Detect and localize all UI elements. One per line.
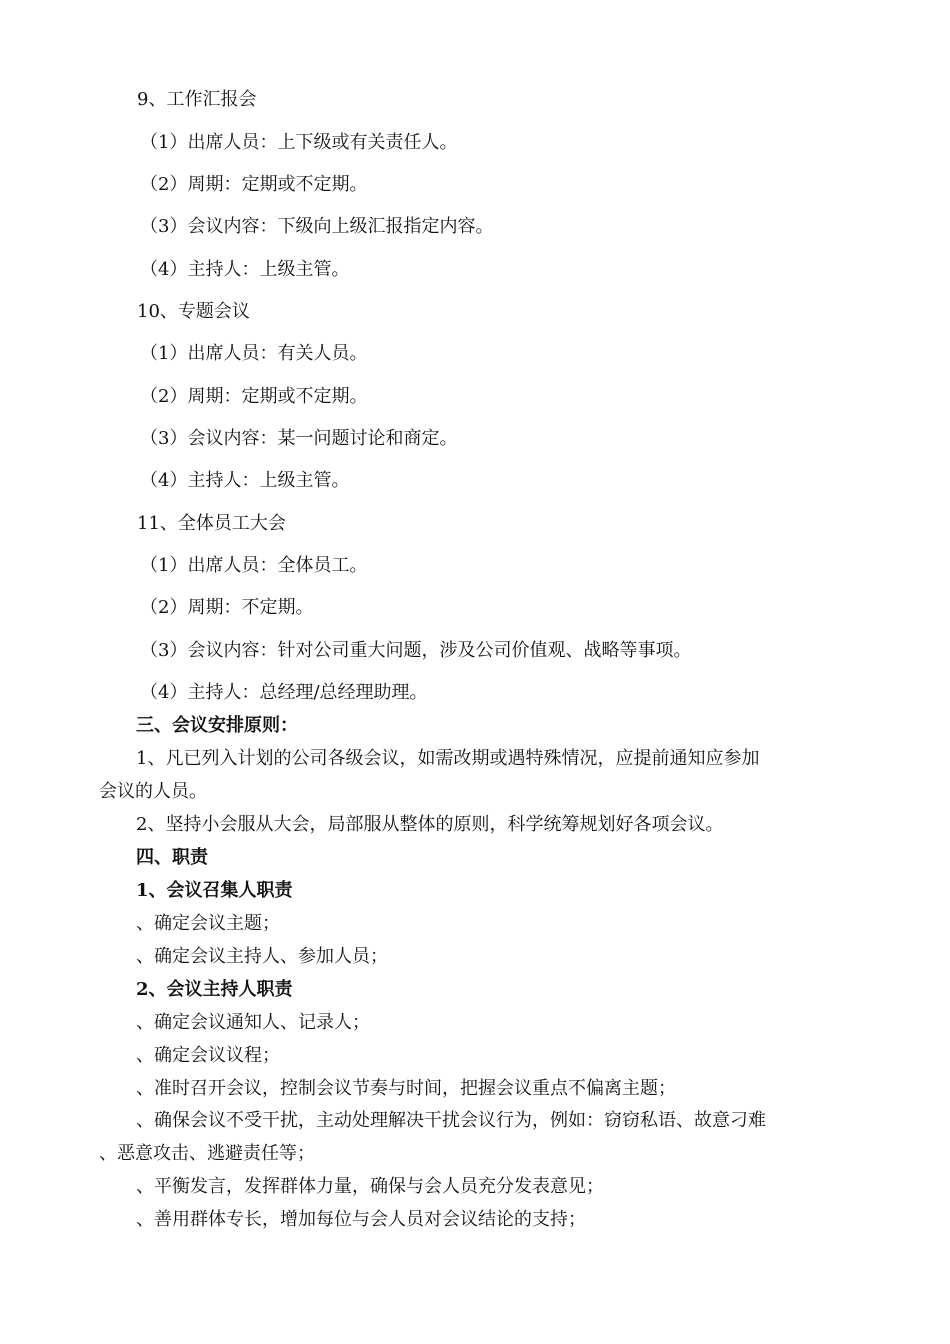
part-4-sub-2-item-2: 、确定会议议程； [136,1045,280,1066]
section-10-item-2: （2）周期：定期或不定期。 [140,386,368,407]
part-4-sub-2-item-3: 、准时召开会议，控制会议节奏与时间，把握会议重点不偏离主题； [136,1078,676,1099]
part-4-sub-1-item-1: 、确定会议主题； [136,913,280,934]
section-11-title: 11、全体员工大会 [137,513,286,534]
part-4-heading: 四、职责 [136,847,208,868]
section-10-title: 10、专题会议 [137,301,250,322]
part-4-sub-2-item-1: 、确定会议通知人、记录人； [136,1012,370,1033]
section-11-item-1: （1）出席人员：全体员工。 [140,555,368,576]
part-4-sub-2-item-4: 、确保会议不受干扰，主动处理解决干扰会议行为，例如：窃窃私语、故意刁难 [136,1110,766,1131]
part-4-sub-2-heading: 2、会议主持人职责 [136,979,293,1000]
part-3-paragraph-1-line-2: 会议的人员。 [99,781,207,802]
section-10-item-1: （1）出席人员：有关人员。 [140,343,368,364]
section-11-item-2: （2）周期：不定期。 [140,597,314,618]
section-9-item-4: （4）主持人：上级主管。 [140,259,350,280]
part-3-paragraph-1-line-1: 1、凡已列入计划的公司各级会议，如需改期或遇特殊情况，应提前通知应参加 [136,748,760,769]
section-11-item-3: （3）会议内容：针对公司重大问题，涉及公司价值观、战略等事项。 [140,640,692,661]
part-4-sub-2-item-6: 、善用群体专长，增加每位与会人员对会议结论的支持； [136,1209,586,1230]
section-9-title: 9、工作汇报会 [137,89,257,110]
section-11-item-4: （4）主持人：总经理/总经理助理。 [140,682,428,703]
section-9-item-1: （1）出席人员：上下级或有关责任人。 [140,132,458,153]
section-10-item-4: （4）主持人：上级主管。 [140,470,350,491]
part-3-heading: 三、会议安排原则： [136,715,298,736]
section-9-item-3: （3）会议内容：下级向上级汇报指定内容。 [140,216,494,237]
section-10-item-3: （3）会议内容：某一问题讨论和商定。 [140,428,458,449]
part-4-sub-1-item-2: 、确定会议主持人、参加人员； [136,946,388,967]
part-4-sub-2-item-4-continued: 、恶意攻击、逃避责任等； [99,1143,315,1164]
part-4-sub-2-item-5: 、平衡发言，发挥群体力量，确保与会人员充分发表意见； [136,1176,604,1197]
section-9-item-2: （2）周期：定期或不定期。 [140,174,368,195]
part-3-paragraph-2: 2、坚持小会服从大会，局部服从整体的原则，科学统筹规划好各项会议。 [136,814,724,835]
part-4-sub-1-heading: 1、会议召集人职责 [136,880,293,901]
